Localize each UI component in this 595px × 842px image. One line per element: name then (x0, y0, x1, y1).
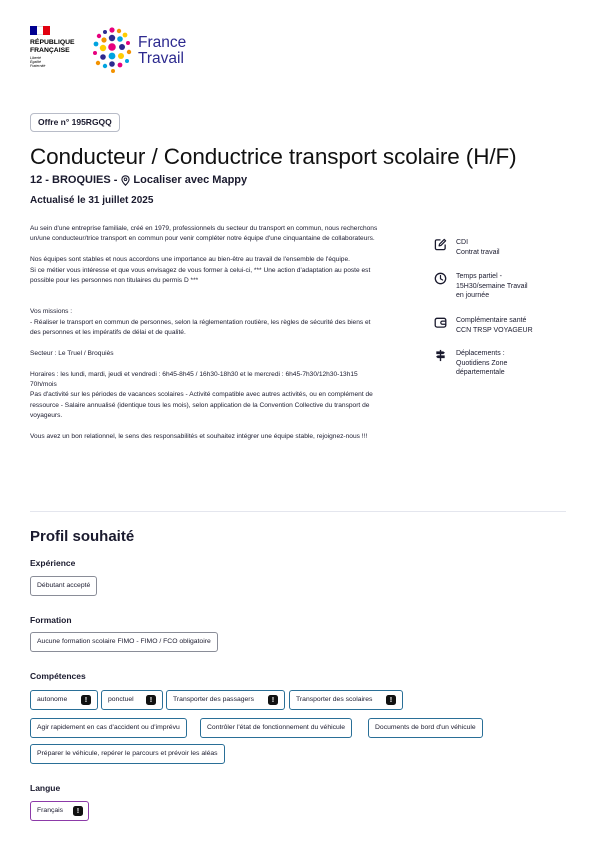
contract-pen-icon (434, 238, 447, 251)
description-paragraph: Vous avez un bon relationnel, le sens des responsabilités et souhaitez intégrer une équipe stable, rejoignez-nous !!! (30, 433, 368, 441)
signpost-icon (434, 349, 447, 362)
sidebar-line: CCN TRSP VOYAGEUR (456, 326, 533, 334)
alert-icon: ! (268, 695, 278, 705)
french-flag-icon (30, 26, 50, 35)
skill-tag: Préparer le véhicule, repérer le parcours et prévoir les aléas (30, 744, 225, 764)
description-paragraph: Vos missions : (30, 308, 73, 316)
formation-tag: Aucune formation scolaire FIMO - FIMO / FCO obligatoire (30, 632, 218, 652)
skill-tag-label: Transporter des passagers (173, 696, 254, 703)
clock-icon (434, 272, 447, 285)
travel-info (434, 349, 556, 378)
sidebar-line: Déplacements : (456, 350, 505, 357)
skill-tag-label: autonome (37, 696, 68, 703)
language-label: Langue (30, 783, 61, 793)
alert-icon: ! (73, 806, 83, 816)
experience-label: Expérience (30, 558, 76, 568)
working-hours-info (434, 272, 556, 301)
offer-description (30, 224, 382, 442)
skill-tag-label: ponctuel (108, 696, 134, 703)
skill-tag: Documents de bord d'un véhicule (368, 718, 483, 738)
republique-motto: Liberté Égalité Fraternité (30, 56, 46, 69)
language-tag-label: Français (37, 807, 64, 814)
alert-icon: ! (146, 695, 156, 705)
sidebar-line: Contrat travail (456, 248, 500, 256)
mappy-link[interactable]: Localiser avec Mappy (133, 174, 248, 186)
offer-title: Conducteur / Conductrice transport scolaire (H/F) (30, 144, 517, 169)
republique-francaise-logo (30, 26, 90, 69)
offer-location: 12 - BROQUIES - (30, 174, 118, 186)
profile-section-title: Profil souhaité (30, 528, 135, 545)
description-paragraph: Si ce métier vous intéresse et que vous envisagez de vous former à celui-ci, *** Une action d'adaptation au poste est possible pour les personnes non titulaires du permis D *** (30, 266, 371, 285)
sidebar-line: Temps partiel - (456, 273, 502, 280)
description-paragraph: Secteur : Le Truel / Broquiès (30, 349, 114, 357)
france-travail-logo-icon (92, 26, 132, 74)
wallet-icon (434, 316, 447, 329)
description-paragraph: Pas d'activité sur les périodes de vacances scolaires - Activité compatible avec autres activités, ou en complément de ressource - Salaire annualisé (identique tous les mois), selon application de la Convention Collective du transport de voyageurs. (30, 391, 373, 420)
description-paragraph: 70h/mois (30, 381, 57, 389)
contract-type-info (434, 238, 556, 257)
formation-label: Formation (30, 615, 72, 625)
alert-icon: ! (81, 695, 91, 705)
description-paragraph: Horaires : les lundi, mardi, jeudi et vendredi : 6h45-8h45 / 16h30-18h30 et le mercredi : 6h45-7h30/12h30-13h15 (30, 370, 358, 378)
sidebar-line: Quotidiens Zone (456, 359, 508, 367)
sidebar-line: CDI (456, 239, 469, 246)
map-pin-icon (121, 175, 130, 186)
offer-number-badge: Offre n° 195RGQQ (30, 113, 120, 132)
description-paragraph: Nos équipes sont stables et nous accordons une importance au bien-être au travail de l'ensemble de l'équipe. (30, 256, 350, 264)
description-paragraph: Au sein d'une entreprise familiale, créé en 1979, professionnels du secteur du transport en commun, nous recherchons un/une conducteur/trice transport en commun pour venir compléter notre équipe d'une cinquantaine de collaborateurs. (30, 225, 378, 243)
sidebar-line: 15H30/semaine Travail (456, 282, 528, 290)
offer-location-line (30, 174, 247, 186)
site-header (30, 26, 570, 76)
offer-updated-date: Actualisé le 31 juillet 2025 (30, 195, 154, 206)
sidebar-line: en journée (456, 292, 490, 300)
benefits-info (434, 316, 556, 335)
republique-name: RÉPUBLIQUE FRANÇAISE (30, 39, 75, 54)
alert-icon: ! (386, 695, 396, 705)
skill-tag: Contrôler l'état de fonctionnement du véhicule (200, 718, 352, 738)
skill-tag: Agir rapidement en cas d'accident ou d'imprévu (30, 718, 187, 738)
france-travail-wordmark: France Travail (138, 34, 187, 67)
sidebar-line: départementale (456, 369, 505, 377)
sidebar-line: Complémentaire santé (456, 317, 527, 324)
section-divider (30, 511, 566, 512)
skill-tag-label: Transporter des scolaires (296, 696, 373, 703)
skills-label: Compétences (30, 671, 86, 681)
experience-tag: Débutant accepté (30, 576, 97, 596)
description-paragraph: - Réaliser le transport en commun de personnes, selon la réglementation routière, les règles de sécurité des biens et des personnes et les impératifs de délai et de qualité. (30, 318, 371, 337)
